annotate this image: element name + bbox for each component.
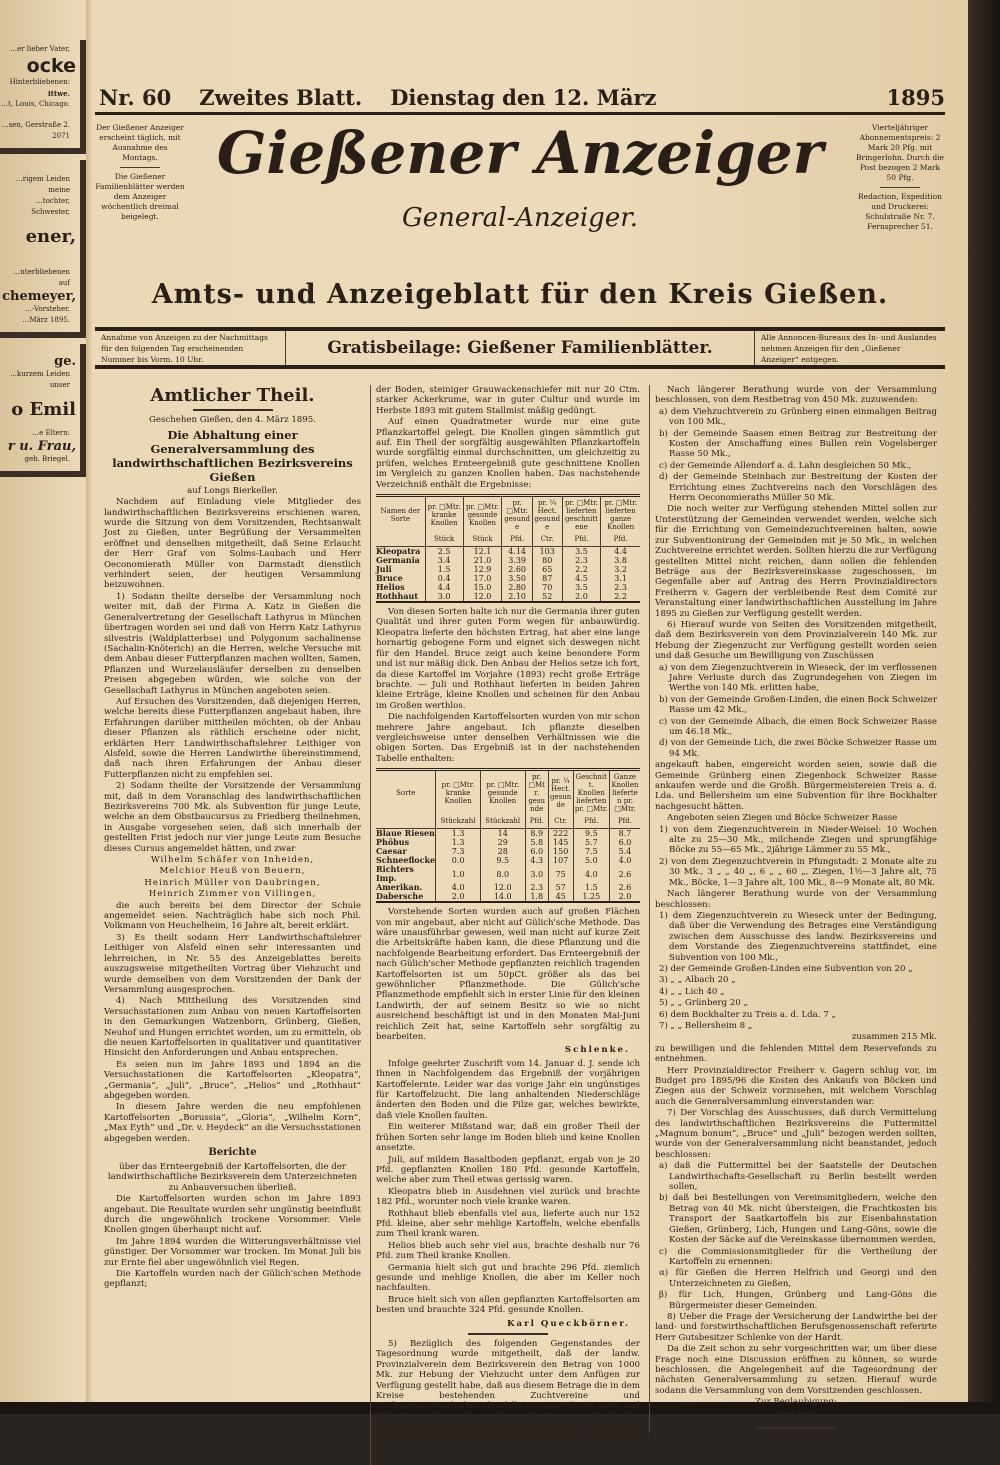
paragraph: 3) Es theilt sodann Herr Landwirthschaftslehrer Leithiger von Alsfeld einen sehr interessanten und lehrreichen, in Nr. 55 des Anzeigeblattes bereits auszugsweise mitgetheilten Vortrag über Viehzucht und wurde demselben von dem Vorsitzenden der Dank der Versammlung ausgesprochen.: [104, 932, 361, 995]
column-header: pr. □Mtr. lieferten geschnittene: [562, 496, 601, 534]
table-cell: 2.80: [502, 583, 532, 592]
section-heading: Amtlicher Theil.: [150, 385, 315, 406]
table-cell: 3.50: [502, 574, 532, 583]
ad-code: 2071: [52, 132, 70, 140]
column-header: Sorte: [396, 789, 416, 798]
table-cell: 1.5: [425, 565, 463, 574]
column-header: pr. □Mtr. gesunde: [502, 496, 532, 534]
list-item: 2) von dem Ziegenzuchtverein in Pfungstadt: 2 Monate alte zu 30 Mk., 3 „ „ 40 „, 6 „ „ 60 „, Ziegen, 1½—3 Jahre alt, 75 Mk., Böcke, 1—3 Jahre alt, 100 Mk., 8—9 Monate alt, 80 Mk.: [659, 856, 937, 888]
list-item: c) die Commissionsmitglieder für die Vertheilung der Kartoffeln zu ernennen:: [659, 1246, 937, 1267]
table-cell: 87: [532, 574, 562, 583]
paragraph: angekauft haben, eingereicht worden seien, sowie daß die Gemeinde Grünberg einen Ziegenbock Schweizer Rasse ankaufen werde und die Großh. Bürgermeistereien Treis a. d. Lda. und Bellersheim um eine Subvention für ihre Bockhalter nachgesucht hätten.: [655, 760, 937, 812]
paragraph: Da die Zeit schon zu sehr vorgeschritten war, um über diese Frage noch eine Discussion eröffnen zu können, so wurde beschlossen, die Angelegenheit auf die Tagesordnung der nächsten Generalversammlung zu setzen. Hierauf wurde sodann die Versammlung von dem Vorsitzenden geschlossen.: [655, 1344, 937, 1396]
table-cell: 1.5: [573, 883, 609, 892]
name: Melchior Heuß von Beuern,: [159, 866, 306, 877]
signature: Karl Queckbörner.: [507, 1318, 630, 1329]
table-cell: 1.0: [436, 865, 480, 883]
paragraph: 7) Der Vorschlag des Ausschusses, daß durch Vermittelung des landwirthschaftlichen Bezirksvereins die Futtermittel „Magnum bonum“, „Bruce“ und „Juli“ bezogen werden sollten, wurde von der Generalversammlung nicht beanstandet, jedoch beschlossen:: [655, 1108, 937, 1160]
paragraph: der Boden, steiniger Grauwackenschiefer mit nur 20 Ctm. starker Ackerkrume, war in guter Cultur und wurde im Herbste 1893 mit gutem Stallmist mäßig gedüngt.: [376, 385, 640, 416]
paragraph: Kleopatra blieb in Ausdehnen viel zurück und brachte 182 Pfd., worunter noch viele kranke waren.: [376, 1186, 640, 1208]
paragraph: Herr Provinzialdirector Freiherr v. Gagern schlug vor, im Budget pro 1895/96 die Kosten des Ankaufs von Böcken und Ziegen aus der Schweiz vorzusehen, mit welchem Vorschlag auch die Generalversammlung einverstanden war.: [655, 1065, 937, 1107]
paragraph: 5) Bezüglich des folgenden Gegenstandes der Tagesordnung wurde mitgetheilt, daß der landw. Provinzialverein dem Bezirksverein den Betrag von 1000 Mk. zur Hebung der Viehzucht unter dem Anfügen zur Verfügung gestellt habe, daß aus diesem Betrage die in dem Kreise bestehenden Zuchtvereine und Zuchtgenossenschaften ebenfalls zu unterstützen seien und daß die richtige Verwendung des Betrages Ende des Rechnungsjahres unter Beifügung der Belege nachzuweisen sei. Von dem Betrage seien bereits 550 Mk. bei Gelegenheit der im Jahre 1894 abgehaltenen Viehpreisvertheilung zu Hungen zu Preisen verwendet worden.: [376, 1339, 640, 1464]
paragraph: 2) Sodann theilte der Vorsitzende der Versammlung mit, daß in dem Voranschlag des landwirthschaftlichen Bezirksvereins 700 Mk. als Subvention für junge Leute, welche an dem Obstbaucursus zu Friedberg theilnehmen, in Ausgabe vorgesehen seien, daß sich innerhalb der gestellten Frist jedoch nur vier junge Leute zum Besuche dieses Cursus angemeldet hätten, und zwar: [104, 781, 361, 854]
column-header: Ganze Knollen lieferten pr. □Mtr.: [609, 770, 640, 816]
column-header: pr. □Mtr. gesunde: [525, 770, 548, 816]
paragraph: Von diesen Sorten halte ich nur die Germania ihrer guten Qualität und ihrer guten Form wegen für anbauwürdig. Kleopatra lieferte den höchsten Ertrag, hat aber eine lange hornartig gebogene Form und eignet sich deswegen nicht für den Handel. Bruce zeigt auch keine besondere Form und ist nur mäßig dick. Den Anbau der Helios setze ich fort, da diese Kartoffel im Vorjahre (1893) recht große Erträge brachte. — Juli und Rothhaut lieferten in beiden Jahren kleine Erträge, kleine Knollen und scheinen für den Anbau im Großen werthlos.: [376, 607, 640, 711]
table-cell: 145: [548, 838, 573, 847]
unit-cell: Pfd.: [601, 533, 640, 547]
paragraph: 4) Nach Mittheilung des Vorsitzenden sind Versuchsstationen zum Anbau von neuen Kartoffelsorten in den Gemarkungen Watzenborn, Grünberg, Gießen, Neuhof und Hungen errichtet worden, um zu ermitteln, ob die neuen Kartoffelsorten in qualitativer und quantitativer Hinsicht den Anforderungen und Anbau entsprechen.: [104, 996, 361, 1059]
list-item: 1) dem Ziegenzuchtverein zu Wieseck unter der Bedingung, daß über die Verwendung des Betrages eine Verständigung zwischen dem Ausschusse des landw. Bezirksvereins und dem Vorstande des Ziegenzuchtvereins stattfindet, eine Subvention von 100 Mk.,: [659, 910, 937, 963]
note-text: Der Gießener Anzeiger erscheint täglich, mit Ausnahme des Montags.: [96, 123, 184, 162]
table-cell: 2.10: [502, 592, 532, 602]
table-row: [376, 556, 640, 565]
agencies-note: Alle Annoncen-Bureaux des In- und Auslandes nehmen Anzeigen für den „Gießener Anzeiger“ entgegen.: [761, 332, 937, 364]
table-cell: 5.0: [573, 856, 609, 865]
table-cell: 6.0: [609, 838, 640, 847]
list-offers: [655, 825, 937, 888]
table-cell: 29: [480, 838, 525, 847]
table-cell: 5.7: [573, 838, 609, 847]
subheading: Berichte: [208, 1147, 257, 1158]
attestation: Zur Beglaubigung:: [755, 1397, 837, 1408]
table-cell: 12.0: [480, 883, 525, 892]
dateline: [95, 85, 945, 115]
list-item: c) der Gemeinde Allendorf a. d. Lahn desgleichen 50 Mk.,: [659, 460, 912, 471]
table-cell: Blaue Riesen: [376, 828, 435, 839]
list-item: 7) „ „ Bellersheim 8 „: [659, 1020, 753, 1031]
paragraph: Nachdem auf Einladung viele Mitglieder des landwirthschaftlichen Bezirksvereins erschienen waren, wurde die Sitzung von dem Vorsitzenden, Rechtsanwalt Jost zu Gießen, unter Begrüßung der Versammelten eröffnet und denselben mitgetheilt, daß Seine Erlaucht der Herr Graf von Solms-Laubach und Herr Oeconomierath Müller von Darmstadt dienstlich verhindert seien, der heutigen Versammlung beizuwohnen.: [104, 497, 361, 591]
paragraph: Nach längerer Berathung wurde von der Versammlung beschlossen, von dem Restbetrag von 450 Mk. zuzuwenden:: [655, 385, 937, 406]
table-cell: Helios: [376, 582, 405, 593]
paragraph: Es seien nun im Jahre 1893 und 1894 an die Versuchsstationen die Kartoffelsorten „Kleopatra“, „Germania“, „Juli“, „Bruce“, „Helios“ und „Rothhaut“ abgegeben worden.: [104, 1059, 361, 1101]
list-item: b) daß bei Bestellungen von Vereinsmitgliedern, welche den Betrag von 40 Mk. nicht übersteigen, die Frachtkosten bis Transport der Saatkartoffeln bis zur Eisenbahnstation Gießen, Grünberg, Lich, Hungen und Lang-Göns, sowie die Kosten der Säcke auf die Vereinskasse übernommen werden,: [659, 1193, 937, 1246]
table-cell: 0.4: [425, 574, 463, 583]
table-cell: 3.39: [502, 556, 532, 565]
paragraph: zu bewilligen und die fehlenden Mittel dem Reservefonds zu entnehmen.: [655, 1043, 937, 1065]
paragraph: Die nachfolgenden Kartoffelsorten wurden von mir schon mehrere Jahre angebaut. Ich pflanzte dieselben vergleichsweise unter denselben Verhältnissen wie die obigen Sorten. Das Ergebniß ist in der nachstehenden Tabelle enthalten:: [376, 712, 640, 764]
column-2: [370, 385, 640, 1465]
list-item: 4) „ „ Lich 40 „: [659, 986, 725, 997]
divider: [193, 409, 273, 411]
column-header: pr. □Mtr. gesunde Knollen: [463, 496, 502, 534]
unit-cell: [376, 533, 425, 547]
unit-cell: Pfd.: [562, 533, 601, 547]
paragraph: Im Jahre 1894 wurden die Witterungsverhältnisse viel günstiger. Der Vorsommer war trocken. Im Monat Juli bis zur Ernte fiel aber ungewöhnlich viel Regen.: [104, 1236, 361, 1268]
column-header: pr. □Mtr. lieferten ganze Knollen: [601, 496, 640, 534]
ad-deadline-note: Annahme von Anzeigen zu der Nachmittags für den folgenden Tag erscheinenden Nummer bis Vorm. 10 Uhr.: [101, 332, 268, 364]
table-cell: 3.5: [562, 547, 601, 557]
venue: auf Longs Bierkeller.: [187, 485, 278, 496]
table-cell: 222: [548, 829, 573, 839]
paragraph: In diesem Jahre werden die neu empfohlenen Kartoffelsorten „Borussia“, „Gloria“, „Wilhelm Korn“, „Max Eyth“ und „Dr. v. Heydeck“ an die Versuchsstationen abgegeben werden.: [104, 1102, 361, 1144]
column-header: Geschnitt. Knollen lieferten pr. □Mtr.: [573, 770, 609, 816]
ad-text: ittwe.: [47, 89, 70, 98]
table-row: [376, 865, 640, 883]
paragraph: 8) Ueber die Frage der Versicherung der Landwirthe bei der land- und forstwirthschaftlichen Berufsgenossenschaft referirte Herr Gutsbesitzer Schlenke von der Hardt.: [655, 1311, 937, 1343]
table-cell: 21.0: [463, 556, 502, 565]
list-item: a) von dem Ziegenzuchtverein in Wieseck, der im verflossenen Jahre Verluste durch das Zugrundegehen von Ziegen im Werthe von 140 Mk. erlitten habe,: [659, 662, 937, 694]
list-grants: [655, 407, 937, 504]
potato-yield-table-1: [376, 494, 640, 603]
table-row: [376, 892, 640, 902]
name: Wilhelm Schäfer von Inheiden,: [150, 855, 315, 866]
paragraph: Auf Ersuchen des Vorsitzenden, daß diejenigen Herren, welche bereits diese Futterpflanzen angebaut haben, ihre Erfahrungen darüber mittheilen möchten, ob der Anbau dieser Pflanzen als räthlich erscheine oder nicht, erklärten Herr Landwirthschaftslehrer Leithiger von Alsfeld, sowie die Herren Landwirthe übereinstimmend, daß nach ihren Erfahrungen der Anbau dieser Futterpflanzen nicht zu empfehlen sei.: [104, 696, 361, 780]
table-cell: 12.9: [463, 565, 502, 574]
table-cell: 4.4: [425, 583, 463, 592]
paragraph: 1) Sodann theilte derselbe der Versammlung noch weiter mit, daß der Firma A. Katz in Gießen die Generalvertretung der Gesellschaft Lathyrus in München übertragen worden sei und daß von Herrn Katz Lathyrus silvestris (Waldplatterbse) und Polygonum sachalinense (Sachalin-Knöterich) an die Herren, welche Versuche mit dem Anbau dieser Futterpflanzen machen wollten, Samen, Pflanzen und Wurzelausläufer derselben zu denselben Preisen abgegeben würden, wie solche von der Gesellschaft Lathyrus in München angeboten seien.: [104, 591, 361, 696]
page-gutter: [86, 0, 92, 1402]
table-cell: 7.3: [436, 847, 480, 856]
article-headline: Die Abhaltung einer Generalversammlung des landwirthschaftlichen Bezirksvereins Gießen: [112, 427, 353, 484]
table-cell: 2.0: [609, 892, 640, 902]
table-cell: Amerikan.: [376, 882, 423, 893]
unit-cell: Pfd.: [502, 533, 532, 547]
unit-cell: Pfd.: [609, 815, 640, 829]
list-item: a) daß die Futtermittel bei der Saatstelle der Deutschen Landwirthschafts-Gesellschaft zu Berlin bestellt werden sollen,: [659, 1161, 937, 1193]
table-cell: 5.4: [609, 847, 640, 856]
table-cell: 14: [480, 829, 525, 839]
list-item: 5) „ „ Grünberg 20 „: [659, 998, 749, 1009]
table-row: [376, 592, 640, 602]
paragraph: Die noch weiter zur Verfügung stehenden Mittel sollen zur Unterstützung der Gemeinden verwendet werden, welche sich für die Errichtung von Gemeindezuchtvereinen halten, sowie zur Subventionirung der Gemeinden mit je 50 Mk., in welchen Zuchtvereine errichtet werden. Sollten hierzu die zur Verfügung gestellten Mittel nicht reichen, dann sollen die fehlenden Beträge aus der Bezirksvereinskasse zugeschossen, im Gegenfalle aber auf Antrag des Herrn Provinzialdirectors Freiherrn v. Gagern der verbleibende Rest dem Comité zur Veranstaltung einer landwirthschaftlichen Ausstellung im Jahre 1895 zu Gießen zur Verfügung gestellt werden.: [655, 504, 937, 619]
dateline: Geschehen Gießen, den 4. März 1895.: [149, 415, 316, 426]
table-cell: 4.4: [601, 547, 640, 557]
table-cell: 2.5: [425, 547, 463, 557]
paragraph: die auch bereits bei dem Director der Schule angemeldet seien. Nachträglich habe sich noch Phil. Volkmann von Heuchelheim, 16 Jahre alt, bereit erklärt.: [104, 900, 361, 932]
unit-cell: [376, 815, 436, 829]
table-cell: Juli: [376, 564, 392, 575]
column-header: Namen der Sorte: [380, 507, 421, 524]
ad-head: ge.: [54, 354, 76, 369]
list-item: β) für Lich, Hungen, Grünberg und Lang-Göns die Bürgermeister dieser Gemeinden.: [659, 1290, 937, 1311]
table-cell: 1.3: [436, 838, 480, 847]
list-item: 2) der Gemeinde Großen-Linden eine Subvention von 20 „: [659, 963, 913, 974]
masthead: [95, 85, 945, 369]
table-cell: 150: [548, 847, 573, 856]
note-text: Vierteljähriger Abonnementspreis: 2 Mark 20 Pfg. mit Bringerlohn. Durch die Post bezogen 2 Mark 50 Pfg.: [856, 123, 944, 182]
table-cell: 6.0: [525, 847, 548, 856]
ad-text: …März 1895.: [22, 316, 70, 324]
table-cell: 103: [532, 547, 562, 557]
list-item: 3) „ „ Albach 20 „: [659, 975, 736, 986]
table-cell: 12.0: [463, 592, 502, 602]
paragraph: Helios blieb auch sehr viel aus, brachte deshalb nur 76 Pfd. zum Theil kranke Knollen.: [376, 1240, 640, 1262]
ad-name: ener,: [25, 226, 76, 247]
paragraph: Auf einen Quadratmeter wurde nur eine gute Pflanzkartoffel gelegt. Die Knollen gingen sämmtlich gut auf. Ein Theil der sorgfältig ausgewählten Pflanzkartoffeln wurde sorgfältig einmal durchschnitten, um gleichzeitig zu prüfen, welches Ernteergebniß gute geschnittene Knollen im Vergleich zu ganzen Knollen haben. Das nachstehende Verzeichniß enthält die Ergebnisse:: [376, 417, 640, 490]
table-cell: 2.3: [562, 556, 601, 565]
table-cell: 1.25: [573, 892, 609, 902]
table-cell: 2.3: [525, 883, 548, 892]
table-cell: Richters Imp.: [376, 864, 414, 884]
total: zusammen 215 Mk.: [851, 1032, 937, 1043]
paragraph: Infolge geehrter Zuschrift vom 14. Januar d. J. sende ich Ihnen in Nachfolgendem das Ergebniß der vorjährigen Kartoffelernte. Leider war das vorige Jahr ein ungünstiges für Kartoffelzucht. Die lang anhaltenden Niederschläge änderten den Boden und die Pilze gar, welches bewirkte, daß viele Knollen faulten.: [376, 1058, 640, 1121]
list-resolutions: [655, 1161, 937, 1311]
paragraph: Juli, auf mildem Basaltboden gepflanzt, ergab von je 20 Pfd. gepflanzten Knollen 180 Pfd. gesunde Kartoffeln, welche aber zum Theil etwas gerissig waren.: [376, 1154, 640, 1186]
table-cell: 7.5: [573, 847, 609, 856]
table-row: [376, 856, 640, 865]
ad-name: r u. Frau,: [7, 439, 76, 454]
divider: [756, 1427, 836, 1429]
table-cell: 70: [532, 583, 562, 592]
title-block: [95, 115, 945, 277]
note-text: Redaction, Expedition und Druckerei: Schulstraße Nr. 7. Fernsprecher 51.: [858, 192, 942, 231]
divider: [468, 1333, 548, 1335]
paragraph: Angeboten seien Ziegen und Böcke Schweizer Rasse: [667, 813, 898, 824]
ad-text: …sen, Gerstraße 2.: [1, 121, 70, 129]
death-notice-1: [0, 40, 86, 154]
table-cell: 3.5: [562, 583, 601, 592]
table-cell: 15.0: [463, 583, 502, 592]
list-item: b) der Gemeinde Saasen einen Beitrag zur Bestreitung der Kosten der Anschaffung eines Bullen rein Vogelsberger Rasse 50 Mk.,: [659, 428, 937, 460]
ad-text: …rigem Leiden meine: [15, 175, 70, 194]
table-cell: Caesar: [376, 846, 407, 857]
table-cell: 3.1: [601, 574, 640, 583]
ad-name: o Emil: [11, 399, 76, 420]
table-cell: 8.7: [609, 829, 640, 839]
table-cell: 107: [548, 856, 573, 865]
paragraph: Bruce hielt sich von allen gepflanzten Kartoffelsorten am besten und brauchte 324 Pfd. gesunde Knollen.: [376, 1294, 640, 1316]
column-3: [649, 385, 937, 1433]
signature: Carl Jost.: [775, 1408, 817, 1419]
list-requests: [655, 663, 937, 760]
table-cell: 0.0: [436, 856, 480, 865]
name: Heinrich Müller von Daubringen,: [144, 877, 321, 888]
ad-text: …t, Louis, Chicago.: [1, 100, 70, 108]
unit-cell: Stück: [425, 533, 463, 547]
table-cell: Rothhaut: [376, 591, 419, 602]
issue-date: Dienstag den 12. März: [390, 85, 657, 110]
list-item: 1) von dem Ziegenzuchtverein in Nieder-Weisel: 10 Wochen alte zu 25—30 Mk., milchende Ziegen und sprungfähige Böcke zu 55—65 Mk., 2jährige Lämmer zu 55 Mk.,: [659, 824, 937, 856]
unit-cell: Pfd.: [573, 815, 609, 829]
table-cell: Germania: [376, 555, 420, 566]
table-cell: Kleopatra: [376, 546, 421, 557]
issue-number: Nr. 60: [99, 85, 172, 110]
table-cell: Schneeflocke: [376, 855, 436, 866]
list-item: 6) dem Bockhalter zu Treis a. d. Lda. 7 „: [659, 1009, 836, 1020]
table-cell: 2.6: [609, 883, 640, 892]
ad-text: Hinterbliebenen:: [9, 78, 70, 86]
list-item: c) von der Gemeinde Albach, die einen Bock Schweizer Rasse um 46.18 Mk.,: [659, 716, 937, 737]
table-cell: 5.8: [525, 838, 548, 847]
table-cell: Phöbus: [376, 837, 410, 848]
paragraph: Vorstehende Sorten wurden auch auf großen Flächen von mir angebaut, aber nicht auf Gülich'sche Methode. Das wäre unausführbar gewesen, weil man nicht auf kurze Zeit die Arbeitskräfte haben kann, die diese Pflanzung und die nachfolgende Bearbeitung erfordert. Das Ernteergebniß der nach Gülich'scher Methode gepflanzten reichlich tragenden Kartoffelsorten ist um 50pCt. größer als das bei gewöhnlicher Pflanzmethode. Die Gülich'sche Pflanzmethode empfiehlt sich in erster Linie für den kleinen Landwirth, der auf seinem Besitz so wie so nicht ausreichend beschäftigt ist und in den Monaten Mai-Juni reichlich Zeit hat, seine Kartoffeln sehr sorgfältig zu bearbeiten.: [376, 907, 640, 1043]
paragraph: Die Kartoffeln wurden nach der Gülich'schen Methode gepflanzt;: [104, 1269, 361, 1290]
table-cell: 75: [548, 865, 573, 883]
paragraph: 6) Hierauf wurde von Seiten des Vorsitzenden mitgetheilt, daß dem Bezirksverein von dem Provinzialverein 140 Mk. zur Hebung der Ziegenzucht zur Verfügung gestellt worden seien und daß Gesuche um Bewilligung von Zuschüssen: [655, 619, 937, 662]
unit-cell: Stückzahl: [436, 815, 480, 829]
table-cell: 3.0: [425, 592, 463, 602]
list-item: α) für Gießen die Herren Helfrich und Georgi und den Unterzeichneten zu Gießen,: [659, 1268, 937, 1289]
subheading-text: über das Ernteergebniß der Kartoffelsorten, die der landwirthschaftliche Bezirksverein dem Unterzeichneten zu Anbauversuchen überließ.: [107, 1162, 358, 1193]
book-edge: [968, 0, 1000, 1414]
list-item: d) von der Gemeinde Lich, die zwei Böcke Schweizer Rasse um 94 Mk.: [659, 738, 937, 759]
table-cell: 9.5: [480, 856, 525, 865]
publication-note: [95, 123, 185, 222]
newspaper-subtitle: General-Anzeiger.: [401, 203, 639, 233]
table-cell: 12.1: [463, 547, 502, 557]
column-header: pr. □Mtr. gesunde Knollen: [480, 770, 525, 816]
ad-text: …kurzem Leiden unser: [10, 370, 70, 389]
table-row: [376, 565, 640, 574]
table-cell: 3.0: [525, 865, 548, 883]
table-cell: 28: [480, 847, 525, 856]
table-cell: 8.0: [480, 865, 525, 883]
table-row: [376, 829, 640, 839]
table-cell: Dabersche: [376, 891, 424, 902]
table-cell: 3.4: [425, 556, 463, 565]
paragraph: Nach längerer Berathung wurde von der Versammlung beschlossen:: [655, 889, 937, 910]
ad-name: ocke: [26, 55, 76, 77]
table-cell: 4.14: [502, 547, 532, 557]
paragraph: Rothhaut blieb ebenfalls viel aus, lieferte auch nur 152 Pfd. kleine, aber sehr mehlige Kartoffeln, welche ebenfalls zum Theil krank waren.: [376, 1208, 640, 1240]
table-cell: 2.6: [609, 865, 640, 883]
table-cell: 57: [548, 883, 573, 892]
table-cell: 4.3: [525, 856, 548, 865]
table-row: [376, 574, 640, 583]
table-cell: 2.0: [562, 592, 601, 602]
previous-page-fragment: [0, 40, 86, 1040]
table-cell: 80: [532, 556, 562, 565]
ad-text: …tochter, Schwester,: [31, 197, 70, 216]
table-cell: 2.2: [562, 565, 601, 574]
table-cell: 3.2: [601, 565, 640, 574]
table-cell: 4.5: [562, 574, 601, 583]
sheet-label: Zweites Blatt.: [199, 85, 363, 110]
column-header: pr. ¼ Hect. gesunde: [532, 496, 562, 534]
unit-cell: Pfd.: [525, 815, 548, 829]
unit-cell: Stück: [463, 533, 502, 547]
ad-name: chemeyer,: [2, 289, 76, 304]
ad-text: …er lieber Vater,: [10, 45, 70, 53]
table-cell: 2.2: [601, 592, 640, 602]
potato-yield-table-2: [376, 768, 640, 903]
unit-cell: Stückzahl: [480, 815, 525, 829]
table-cell: 4.0: [609, 856, 640, 865]
column-1: [104, 385, 361, 1291]
table-cell: 45: [548, 892, 573, 902]
table-cell: 65: [532, 565, 562, 574]
table-cell: 1.3: [436, 829, 480, 839]
table-cell: 9.5: [573, 829, 609, 839]
table-cell: 8.9: [525, 829, 548, 839]
paragraph: Ein weiterer Mißstand war, daß ein großer Theil der frühen Sorten sehr lange im Boden blieb und keine Knollen ansetzte.: [376, 1122, 640, 1154]
table-cell: 4.0: [573, 865, 609, 883]
ad-text: …nterbliebenen auf: [13, 268, 70, 287]
unit-cell: Ctr.: [548, 815, 573, 829]
table-cell: 4.0: [436, 883, 480, 892]
ad-text: …e Eltern:: [32, 429, 70, 437]
list-subsidies: [655, 911, 937, 1031]
table-cell: 17.0: [463, 574, 502, 583]
tagline: Amts- und Anzeigeblatt für den Kreis Gießen.: [151, 279, 889, 310]
newspaper-title: Gießener Anzeiger: [216, 119, 824, 187]
column-header: pr. □Mtr. kranke Knollen: [436, 770, 480, 816]
table-cell: 52: [532, 592, 562, 602]
name: Heinrich Zimmer von Villingen,: [148, 889, 317, 900]
table-row: [376, 838, 640, 847]
signature: Schlenke.: [564, 1045, 630, 1056]
list-item: b) von der Gemeinde Großen-Linden, die einen Bock Schweizer Rasse um 42 Mk.,: [659, 694, 937, 716]
paragraph: Germania hielt sich gut und brachte 296 Pfd. ziemlich gesunde und mehlige Knollen, die aber im Keller noch nachfaulten.: [376, 1262, 640, 1294]
note-text: Die Gießener Familienblätter werden dem Anzeiger wöchentlich dreimal beigelegt.: [95, 172, 185, 221]
ad-text: …-Vorsteher.: [25, 305, 70, 313]
list-item: a) dem Viehzuchtverein zu Grünberg einen einmaligen Beitrag von 100 Mk.,: [659, 406, 937, 428]
info-bar: [95, 327, 945, 369]
death-notice-2: [0, 160, 86, 338]
list-item: d) der Gemeinde Steinbach zur Bestreitung der Kosten der Errichtung eines Zuchtvereins nach den Vorschlägen des Herrn Oeconomieraths Müller 50 Mk.: [659, 472, 937, 504]
column-header: pr. □Mtr. kranke Knollen: [425, 496, 463, 534]
ad-text: geb. Briegel.: [24, 455, 70, 463]
issue-year: 1895: [886, 85, 945, 110]
table-cell: 1.8: [525, 892, 548, 902]
table-cell: 2.3: [601, 583, 640, 592]
death-notice-3: [0, 344, 86, 477]
column-header: pr. ¼ Hect. gesunde: [548, 770, 573, 816]
subscription-note: [855, 123, 945, 232]
table-cell: 14.0: [480, 892, 525, 902]
table-cell: 2.0: [436, 892, 480, 902]
table-cell: 3.8: [601, 556, 640, 565]
supplement-note: Gratisbeilage: Gießener Familienblätter.: [285, 331, 755, 365]
paragraph: Die Kartoffelsorten wurden schon im Jahre 1893 angebaut. Die Resultate wurden sehr ungünstig beeinflußt durch die ungewöhnlich trockene Vorsommer. Viele Knollen gingen überhaupt nicht auf.: [104, 1194, 361, 1236]
table-cell: Bruce: [376, 573, 403, 584]
table-cell: 2.60: [502, 565, 532, 574]
unit-cell: Ctr.: [532, 533, 562, 547]
